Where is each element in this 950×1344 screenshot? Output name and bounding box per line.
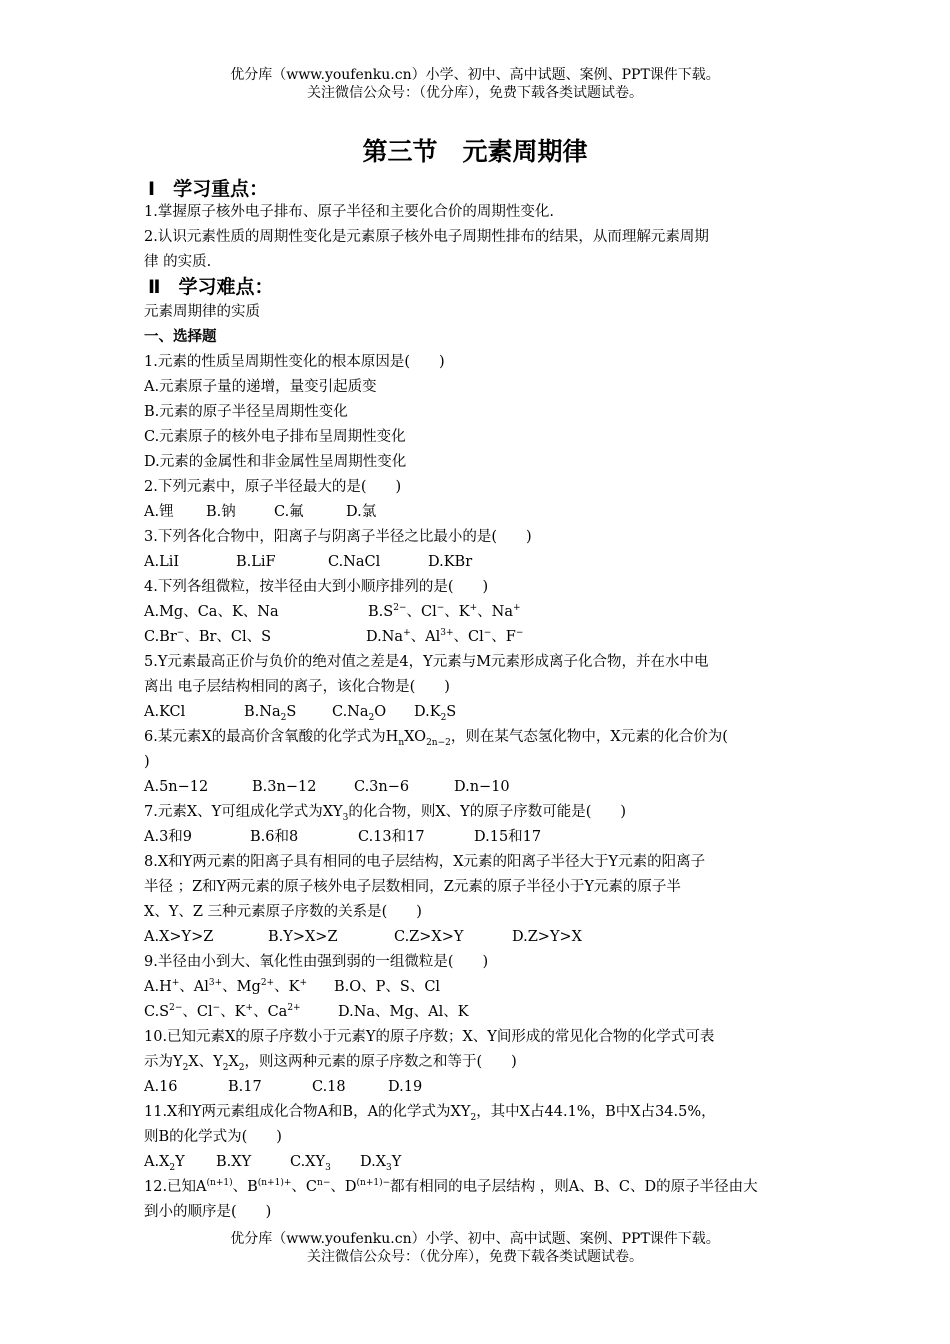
- charge: +: [171, 978, 180, 989]
- question-3-options: [144, 550, 810, 575]
- text: B.Na: [244, 704, 281, 720]
- question-9-options-row-2: [144, 1000, 810, 1025]
- option-d: [360, 1150, 401, 1175]
- question-1-option-b: B.元素的原子半径呈周期性变化: [144, 404, 348, 420]
- charge: 2−: [393, 603, 407, 614]
- difficulty-text: 元素周期律的实质: [144, 304, 260, 320]
- question-9-stem: 9.半径由小到大、氧化性由强到弱的一组微粒是( ): [144, 954, 489, 970]
- text: D.K: [414, 704, 441, 720]
- question-12-stem-line-1: [144, 1175, 810, 1200]
- charge: −: [436, 603, 445, 614]
- question-11-stem-line-1: [144, 1100, 810, 1125]
- charge: 3+: [440, 628, 454, 639]
- text: 6.某元素X的最高价含氧酸的化学式为H: [144, 729, 399, 745]
- header-line-1: 优分库（www.youfenku.cn）小学、初中、高中试题、案例、PPT课件下载。: [230, 67, 720, 83]
- subscript: 2: [470, 1112, 477, 1123]
- text: 、Mg: [222, 979, 261, 995]
- text: 示为Y: [144, 1054, 183, 1070]
- question-1-option-c: C.元素原子的核外电子排布呈周期性变化: [144, 429, 406, 445]
- page-footer: [0, 1230, 950, 1266]
- text: ，则这两种元素的原子序数之和等于( ): [244, 1054, 517, 1070]
- charge: −: [176, 628, 185, 639]
- text: 、Cl: [182, 1004, 213, 1020]
- question-5-stem-line-2: 离出 电子层结构相同的离子，该化合物是( ): [144, 679, 450, 695]
- question-2-stem: 2.下列元素中，原子半径最大的是( ): [144, 479, 402, 495]
- text: 都有相同的电子层结构 ，则A、B、C、D的原子半径由大: [390, 1179, 758, 1195]
- text: Y: [175, 1154, 185, 1170]
- option-c: [290, 1150, 360, 1175]
- option-a: [144, 975, 334, 1000]
- option-d: D.19: [388, 1079, 423, 1095]
- text: 7.元素X、Y可组成化学式为XY: [144, 804, 343, 820]
- option-c: C.13和17: [358, 829, 425, 845]
- option-b: B.3n−12: [252, 779, 317, 795]
- option-c: C.氟: [274, 504, 304, 520]
- text: 、Al: [410, 629, 441, 645]
- header-line-2: 关注微信公众号：（优分库），免费下载各类试题试卷。: [307, 85, 643, 101]
- text: X: [228, 1054, 239, 1070]
- text: ，则在某气态氢化物中，X元素的化合价为(: [450, 729, 728, 745]
- option-d: D.Na、Mg、Al、K: [338, 1004, 469, 1020]
- option-c: C.18: [312, 1079, 346, 1095]
- text: 、F: [491, 629, 516, 645]
- text: D.Na: [366, 629, 404, 645]
- focus-item-2-line-2: 律 的实质.: [144, 254, 212, 270]
- option-c: C.3n−6: [354, 779, 410, 795]
- question-5-options: [144, 700, 810, 725]
- charge: 2+: [260, 978, 275, 989]
- text: ，其中X占44.1%，B中X占34.5%，: [476, 1104, 716, 1120]
- text: 、D: [330, 1179, 357, 1195]
- question-6-stem-line-1: [144, 725, 810, 750]
- charge: n−: [317, 1178, 331, 1189]
- question-6-stem-line-2: ): [144, 754, 150, 770]
- charge: +: [469, 603, 478, 614]
- page-header: [0, 66, 950, 102]
- charge: +: [299, 978, 307, 989]
- question-8-stem-line-1: 8.X和Y两元素的阳离子具有相同的电子层结构，X元素的阳离子半径大于Y元素的阳离子: [144, 854, 706, 870]
- text: C.Br: [144, 629, 177, 645]
- text: S: [286, 704, 297, 720]
- section-label: 学习难点：: [178, 276, 274, 298]
- option-d: D.氯: [346, 504, 377, 520]
- footer-line-1: 优分库（www.youfenku.cn）小学、初中、高中试题、案例、PPT课件下载。: [230, 1231, 720, 1247]
- question-7-options: [144, 825, 810, 850]
- text: C.S: [144, 1004, 170, 1020]
- question-5-stem-line-1: 5.Y元素最高正价与负价的绝对值之差是4，Y元素与M元素形成离子化合物，并在水中电: [144, 654, 709, 670]
- charge: −: [212, 1003, 221, 1014]
- option-d: D.15和17: [474, 829, 542, 845]
- option-b: B.6和8: [250, 829, 299, 845]
- subscript: 2: [280, 712, 287, 723]
- text: 、Ca: [253, 1004, 288, 1020]
- text: 、Br、Cl、S: [184, 629, 272, 645]
- text: 、Al: [179, 979, 209, 995]
- text: 的化合物，则X、Y的原子序数可能是( ): [348, 804, 627, 820]
- text: 12.已知A: [144, 1179, 207, 1195]
- subscript: n: [398, 737, 405, 748]
- question-1-option-d: D.元素的金属性和非金属性呈周期性变化: [144, 454, 407, 470]
- section-label: 学习重点：: [173, 178, 269, 200]
- text: A.H: [144, 979, 172, 995]
- option-c: [332, 700, 414, 725]
- option-a: A.KCl: [144, 704, 186, 720]
- option-b: B.O、P、S、Cl: [334, 979, 441, 995]
- option-d: [366, 625, 523, 650]
- section-heading-focus: [148, 174, 268, 201]
- charge: +: [513, 603, 521, 614]
- question-11-options: [144, 1150, 810, 1175]
- text: 、K: [274, 979, 300, 995]
- option-b: B.LiF: [236, 554, 276, 570]
- question-12-stem-line-2: 到小的顺序是( ): [144, 1204, 272, 1220]
- subscript: 3: [325, 1162, 331, 1173]
- text: 、C: [291, 1179, 318, 1195]
- question-10-stem-line-1: 10.已知元素X的原子序数小于元素Y的原子序数；X、Y间形成的常见化合物的化学式可表: [144, 1029, 715, 1045]
- question-4-options-row-1: [144, 600, 810, 625]
- text: 、Na: [477, 604, 513, 620]
- part-label: 一、选择题: [144, 329, 217, 345]
- footer-line-2: 关注微信公众号：（优分库），免费下载各类试题试卷。: [307, 1249, 643, 1265]
- option-a: A.5n−12: [144, 779, 209, 795]
- option-a: A.LiI: [144, 554, 180, 570]
- option-b: [368, 600, 521, 625]
- question-7-stem: [144, 800, 810, 825]
- question-6-options: [144, 775, 810, 800]
- question-11-stem-line-2: 则B的化学式为( ): [144, 1129, 282, 1145]
- text: O: [374, 704, 387, 720]
- text: C.XY: [290, 1154, 326, 1170]
- text: X、Y: [188, 1054, 223, 1070]
- option-c: C.Z>X>Y: [394, 929, 464, 945]
- focus-item-2-line-1: 2.认识元素性质的周期性变化是元素原子核外电子周期性排布的结果，从而理解元素周期: [144, 229, 709, 245]
- section-number: Ⅱ: [148, 276, 161, 298]
- option-c: [144, 625, 366, 650]
- option-b: B.钠: [206, 504, 236, 520]
- text: A.X: [144, 1154, 170, 1170]
- option-a: A.16: [144, 1079, 178, 1095]
- question-8-options: [144, 925, 810, 950]
- subscript: 2: [169, 1162, 176, 1173]
- subscript: 3: [342, 812, 349, 823]
- question-10-stem-line-2: [144, 1050, 810, 1075]
- text: C.Na: [332, 704, 369, 720]
- text: 、K: [220, 1004, 246, 1020]
- question-10-options: [144, 1075, 810, 1100]
- option-b: [244, 700, 332, 725]
- charge: (n+1)−: [356, 1178, 391, 1189]
- text: B.S: [368, 604, 394, 620]
- subscript: 2: [182, 1062, 189, 1073]
- option-b: B.XY: [216, 1154, 252, 1170]
- option-d: D.n−10: [454, 779, 510, 795]
- text: 、Cl: [453, 629, 484, 645]
- text: 11.X和Y两元素组成化合物A和B，A的化学式为XY: [144, 1104, 471, 1120]
- subscript: 2: [440, 712, 447, 723]
- option-a: A.Mg、Ca、K、Na: [144, 604, 279, 620]
- option-d: D.Z>Y>X: [512, 929, 582, 945]
- subscript: 2: [368, 712, 375, 723]
- subscript: 3: [386, 1162, 392, 1173]
- charge: 2−: [169, 1003, 183, 1014]
- question-4-options-row-2: [144, 625, 810, 650]
- text: XO: [404, 729, 427, 745]
- option-b: B.Y>X>Z: [268, 929, 338, 945]
- charge: −: [515, 628, 524, 639]
- option-c: C.NaCl: [328, 554, 381, 570]
- charge: (n+1): [206, 1178, 233, 1189]
- charge: −: [483, 628, 492, 639]
- option-a: A.3和9: [144, 829, 193, 845]
- option-c: [144, 1000, 338, 1025]
- text: 、Cl: [406, 604, 437, 620]
- question-8-stem-line-3: X、Y、Z 三种元素原子序数的关系是( ): [144, 904, 422, 920]
- question-9-options-row-1: [144, 975, 810, 1000]
- text: S: [446, 704, 457, 720]
- question-1-option-a: A.元素原子量的递增，量变引起质变: [144, 379, 377, 395]
- question-2-options: [144, 500, 810, 525]
- page-title: 第三节 元素周期律: [362, 137, 588, 166]
- question-8-stem-line-2: 半径 ；Z和Y两元素的原子核外电子层数相同，Z元素的原子半径小于Y元素的原子半: [144, 879, 681, 895]
- charge: +: [403, 628, 411, 639]
- question-4-stem: 4.下列各组微粒，按半径由大到小顺序排列的是( ): [144, 579, 489, 595]
- subscript: 2: [238, 1062, 245, 1073]
- section-heading-difficulty: [148, 275, 810, 300]
- option-a: [144, 1150, 216, 1175]
- option-b: B.17: [228, 1079, 262, 1095]
- charge: 3+: [208, 978, 223, 989]
- focus-item-1: 1.掌握原子核外电子排布、原子半径和主要化合价的周期性变化.: [144, 204, 554, 220]
- text: D.X: [360, 1154, 387, 1170]
- text: 、K: [444, 604, 470, 620]
- subscript: 2n−2: [426, 737, 451, 748]
- question-1-stem: 1.元素的性质呈周期性变化的根本原因是( ): [144, 354, 445, 370]
- option-a: A.X>Y>Z: [144, 929, 214, 945]
- option-d: D.KBr: [428, 554, 473, 570]
- question-3-stem: 3.下列各化合物中，阳离子与阴离子半径之比最小的是( ): [144, 529, 532, 545]
- charge: +: [245, 1003, 254, 1014]
- text: Y: [391, 1154, 402, 1170]
- charge: (n+1)+: [257, 1178, 292, 1189]
- option-d: [414, 700, 456, 725]
- section-number: Ⅰ: [148, 178, 156, 200]
- option-a: A.锂: [144, 504, 174, 520]
- charge: 2+: [287, 1003, 301, 1014]
- subscript: 2: [222, 1062, 229, 1073]
- document-body: [144, 200, 810, 1225]
- text: 、B: [232, 1179, 258, 1195]
